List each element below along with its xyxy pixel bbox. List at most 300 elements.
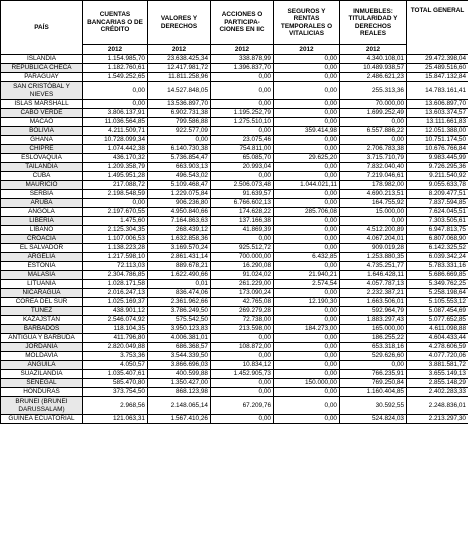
country-cell: EL SALVADOR	[1, 244, 83, 253]
country-cell: MACAO	[1, 118, 83, 127]
value-cell: 4.067.204,01	[340, 235, 407, 244]
value-cell: 0,00	[274, 100, 340, 109]
value-cell: 6.142.325,52	[407, 244, 468, 253]
value-cell: 2.855.148,29	[407, 379, 468, 388]
value-cell: 12.051.388,00	[407, 127, 468, 136]
value-cell: 6.432,85	[274, 253, 340, 262]
value-cell: 2.361.962,66	[148, 298, 211, 307]
value-cell: 16.290,08	[211, 262, 274, 271]
value-cell: 1.107.006,53	[83, 235, 148, 244]
value-cell: 164.755,92	[340, 199, 407, 208]
value-cell: 1.275.510,10	[211, 118, 274, 127]
value-cell: 5.736.854,47	[148, 154, 211, 163]
value-cell: 0,00	[274, 163, 340, 172]
value-cell: 889.678,21	[148, 262, 211, 271]
value-cell: 9.983.445,99	[407, 154, 468, 163]
value-cell: 922.577,09	[148, 127, 211, 136]
value-cell: 217.088,72	[83, 181, 148, 190]
value-cell: 0,00	[211, 235, 274, 244]
table-row	[1, 379, 468, 388]
value-cell: 0,00	[274, 415, 340, 424]
country-cell: ESTONIA	[1, 262, 83, 271]
value-cell: 3.866.696,03	[148, 361, 211, 370]
country-cell: KAZAJSTÁN	[1, 316, 83, 325]
value-cell: 2.402.283,33	[407, 388, 468, 397]
value-cell: 3.786.249,50	[148, 307, 211, 316]
table-row	[1, 136, 468, 145]
country-cell: TAILANDIA	[1, 163, 83, 172]
table-row	[1, 172, 468, 181]
value-cell: 1.549.252,65	[83, 73, 148, 82]
table-row	[1, 190, 468, 199]
country-cell: LIBERIA	[1, 217, 83, 226]
value-cell: 4.057.787,13	[340, 280, 407, 289]
value-cell: 524.824,03	[340, 415, 407, 424]
value-cell: 10.834,12	[211, 361, 274, 370]
value-cell: 13.606.897,70	[407, 100, 468, 109]
value-cell: 0,00	[274, 172, 340, 181]
table-row	[1, 217, 468, 226]
value-cell: 10.489.938,57	[340, 64, 407, 73]
value-cell: 0,00	[211, 82, 274, 100]
value-cell: 3.715.710,79	[340, 154, 407, 163]
value-cell: 7.219.046,61	[340, 172, 407, 181]
country-cell: JORDANIA	[1, 343, 83, 352]
value-cell: 11.036.564,85	[83, 118, 148, 127]
table-row	[1, 208, 468, 217]
value-cell: 0,00	[274, 262, 340, 271]
value-cell: 2.248.836,01	[407, 397, 468, 415]
value-cell: 70.000,00	[340, 100, 407, 109]
value-cell: 0,00	[340, 118, 407, 127]
country-cell: SAN CRISTÓBAL Y NIEVES	[1, 82, 83, 100]
country-cell: MALASIA	[1, 271, 83, 280]
value-cell: 0,00	[211, 127, 274, 136]
value-cell: 14.527.848,05	[148, 82, 211, 100]
value-cell: 0,00	[83, 82, 148, 100]
value-cell: 0,00	[274, 244, 340, 253]
value-cell: 0,00	[211, 388, 274, 397]
value-cell: 1.567.410,26	[148, 415, 211, 424]
value-cell: 1.074.442,38	[83, 145, 148, 154]
value-cell: 15.847.132,84	[407, 73, 468, 82]
country-cell: LITUANIA	[1, 280, 83, 289]
country-cell: ANGUILA	[1, 361, 83, 370]
value-cell: 1.195.252,79	[211, 109, 274, 118]
value-cell: 5.783.331,16	[407, 262, 468, 271]
value-cell: 14.783.161,41	[407, 82, 468, 100]
country-cell: GUINEA ECUATORIAL	[1, 415, 83, 424]
value-cell: 1.699.252,49	[340, 109, 407, 118]
value-cell: 72.113,03	[83, 262, 148, 271]
value-cell: 150.000,00	[274, 379, 340, 388]
value-cell: 10.728.099,34	[83, 136, 148, 145]
value-cell: 3.544.339,50	[148, 352, 211, 361]
value-cell: 2.486.621,23	[340, 73, 407, 82]
value-cell: 9.211.540,92	[407, 172, 468, 181]
table-row	[1, 55, 468, 64]
value-cell: 1.025.169,37	[83, 298, 148, 307]
value-cell: 6.902.731,38	[148, 109, 211, 118]
value-cell: 4.077.720,06	[407, 352, 468, 361]
value-cell: 0,00	[274, 289, 340, 298]
value-cell: 13.603.374,57	[407, 109, 468, 118]
value-cell: 67.209,76	[211, 397, 274, 415]
value-cell: 438.901,12	[83, 307, 148, 316]
value-cell: 178.982,00	[340, 181, 407, 190]
table-row	[1, 334, 468, 343]
country-cell: NICARAGUA	[1, 289, 83, 298]
table-row	[1, 127, 468, 136]
country-cell: ARGELIA	[1, 253, 83, 262]
table-row	[1, 316, 468, 325]
country-cell: CHIPRE	[1, 145, 83, 154]
country-cell: SERBIA	[1, 190, 83, 199]
value-cell: 5.087.454,69	[407, 307, 468, 316]
table-row	[1, 64, 468, 73]
value-cell: 5.349.762,25	[407, 280, 468, 289]
value-cell: 15.000,00	[340, 208, 407, 217]
value-cell: 3.950.123,83	[148, 325, 211, 334]
value-cell: 13.111.661,83	[407, 118, 468, 127]
value-cell: 0,00	[274, 64, 340, 73]
value-cell: 269.279,28	[211, 307, 274, 316]
country-cell: ESLOVAQUIA	[1, 154, 83, 163]
value-cell: 12.417.981,72	[148, 64, 211, 73]
value-cell: 0,00	[274, 388, 340, 397]
value-cell: 436.170,32	[83, 154, 148, 163]
value-cell: 4.050,57	[83, 361, 148, 370]
value-cell: 2.968,56	[83, 397, 148, 415]
value-cell: 41.869,39	[211, 226, 274, 235]
value-cell: 0,00	[274, 316, 340, 325]
country-cell: HONDURAS	[1, 388, 83, 397]
country-cell: BARBADOS	[1, 325, 83, 334]
country-cell: MOLDAVIA	[1, 352, 83, 361]
value-cell: 5.077.652,85	[407, 316, 468, 325]
value-cell: 6.140.730,38	[148, 145, 211, 154]
value-cell: 4.950.840,66	[148, 208, 211, 217]
value-cell: 1.632.858,36	[148, 235, 211, 244]
value-cell: 0,00	[274, 190, 340, 199]
value-cell: 359.414,98	[274, 127, 340, 136]
value-cell: 3.881.581,72	[407, 361, 468, 370]
country-cell: ARUBA	[1, 199, 83, 208]
table-row	[1, 73, 468, 82]
value-cell: 6.039.342,24	[407, 253, 468, 262]
value-cell: 1.663.506,01	[340, 298, 407, 307]
value-cell: 2.546.074,92	[83, 316, 148, 325]
value-cell: 0,00	[274, 217, 340, 226]
table-row	[1, 307, 468, 316]
table-row	[1, 397, 468, 415]
value-cell: 7.837.594,85	[407, 199, 468, 208]
table-row	[1, 370, 468, 379]
value-cell: 0,00	[274, 370, 340, 379]
value-cell: 8.209.477,51	[407, 190, 468, 199]
value-cell: 30.592,55	[340, 397, 407, 415]
value-cell: 25.489.516,60	[407, 64, 468, 73]
value-cell: 592.964,79	[340, 307, 407, 316]
value-cell: 1.182.760,61	[83, 64, 148, 73]
value-cell: 42.765,08	[211, 298, 274, 307]
value-cell: 3.169.570,24	[148, 244, 211, 253]
value-cell: 7.624.045,51	[407, 208, 468, 217]
value-cell: 754.811,00	[211, 145, 274, 154]
col-header-acciones: ACCIONES O PARTICIPA-CIONES EN IIC	[211, 1, 274, 45]
value-cell: 9.726.295,36	[407, 163, 468, 172]
value-cell: 0,00	[211, 100, 274, 109]
value-cell: 5.686.669,85	[407, 271, 468, 280]
value-cell: 1.035.407,61	[83, 370, 148, 379]
col-header-valores: VALORES Y DERECHOS	[148, 1, 211, 45]
value-cell: 137.166,38	[211, 217, 274, 226]
country-cell: CABO VERDE	[1, 109, 83, 118]
value-cell: 9.055.633,78	[407, 181, 468, 190]
value-cell: 0,00	[340, 361, 407, 370]
value-cell: 108.872,00	[211, 343, 274, 352]
value-cell: 909.019,28	[340, 244, 407, 253]
value-cell: 1.229.075,84	[148, 190, 211, 199]
table-row	[1, 415, 468, 424]
year-label: 2012	[148, 45, 211, 55]
value-cell: 700.000,00	[211, 253, 274, 262]
value-cell: 0,00	[274, 145, 340, 154]
value-cell: 23.075,46	[211, 136, 274, 145]
value-cell: 0,00	[274, 136, 340, 145]
value-cell: 925.512,72	[211, 244, 274, 253]
value-cell: 686.368,57	[148, 343, 211, 352]
value-cell: 165.000,00	[340, 325, 407, 334]
value-cell: 1.028.171,58	[83, 280, 148, 289]
value-cell: 4.690.213,51	[340, 190, 407, 199]
value-cell: 121.063,31	[83, 415, 148, 424]
value-cell: 0,00	[211, 172, 274, 181]
table-row	[1, 262, 468, 271]
value-cell: 575.542,50	[148, 316, 211, 325]
value-cell: 0,00	[274, 352, 340, 361]
table-row	[1, 154, 468, 163]
value-cell: 653.318,16	[340, 343, 407, 352]
value-cell: 0,00	[211, 379, 274, 388]
table-row	[1, 100, 468, 109]
value-cell: 868.123,98	[148, 388, 211, 397]
value-cell: 4.006.381,01	[148, 334, 211, 343]
value-cell: 373.754,50	[83, 388, 148, 397]
country-cell: MAURICIO	[1, 181, 83, 190]
value-cell: 0,01	[148, 280, 211, 289]
value-cell: 4.512.200,89	[340, 226, 407, 235]
value-cell: 23.638.425,34	[148, 55, 211, 64]
table-row	[1, 199, 468, 208]
country-cell: TÚNEZ	[1, 307, 83, 316]
value-cell: 1.217.598,10	[83, 253, 148, 262]
table-row	[1, 325, 468, 334]
value-cell: 2.861.431,14	[148, 253, 211, 262]
table-row	[1, 145, 468, 154]
value-cell: 6.807.068,90	[407, 235, 468, 244]
value-cell: 529.626,60	[340, 352, 407, 361]
table-row	[1, 298, 468, 307]
value-cell: 2.232.387,21	[340, 289, 407, 298]
value-cell: 0,00	[274, 235, 340, 244]
value-cell: 0,00	[274, 397, 340, 415]
value-cell: 0,00	[274, 307, 340, 316]
value-cell: 0,00	[340, 217, 407, 226]
value-cell: 20.993,04	[211, 163, 274, 172]
year-label: 2012	[340, 45, 407, 55]
value-cell: 186.255,22	[340, 334, 407, 343]
value-cell: 1.646.428,11	[340, 271, 407, 280]
value-cell: 6.766.602,13	[211, 199, 274, 208]
country-cell: ANTIGUA Y BARBUDA	[1, 334, 83, 343]
value-cell: 91.639,57	[211, 190, 274, 199]
value-cell: 5.109.468,47	[148, 181, 211, 190]
col-header-cuentas: CUENTAS BANCARIAS O DE CRÉDITO	[83, 1, 148, 45]
value-cell: 7.832.040,40	[340, 163, 407, 172]
value-cell: 2.506.073,48	[211, 181, 274, 190]
value-cell: 1.622.490,66	[148, 271, 211, 280]
value-cell: 7.164.863,63	[148, 217, 211, 226]
value-cell: 0,00	[274, 199, 340, 208]
col-header-pais: PAÍS	[1, 1, 83, 55]
value-cell: 21.940,21	[274, 271, 340, 280]
value-cell: 1.138.223,28	[83, 244, 148, 253]
value-cell: 4.604.433,44	[407, 334, 468, 343]
value-cell: 766.235,91	[340, 370, 407, 379]
table-row	[1, 280, 468, 289]
value-cell: 1.883.297,43	[340, 316, 407, 325]
value-cell: 184.273,00	[274, 325, 340, 334]
value-cell: 1.396.837,70	[211, 64, 274, 73]
country-cell: ISLANDIA	[1, 55, 83, 64]
value-cell: 4.278.606,59	[407, 343, 468, 352]
table-row	[1, 244, 468, 253]
table-row	[1, 235, 468, 244]
value-cell: 0,00	[83, 100, 148, 109]
col-header-total: TOTAL GENERAL	[407, 1, 468, 55]
header-row	[1, 1, 468, 45]
value-cell: 2.016.247,13	[83, 289, 148, 298]
value-cell: 0,00	[274, 109, 340, 118]
table-row	[1, 226, 468, 235]
col-header-seguros: SEGUROS Y RENTAS TEMPORALES O VITALICIAS	[274, 1, 340, 45]
value-cell: 338.878,99	[211, 55, 274, 64]
value-cell: 2.148.065,14	[148, 397, 211, 415]
country-cell: REPÚBLICA CHECA	[1, 64, 83, 73]
value-cell: 0,00	[148, 136, 211, 145]
year-label: 2012	[274, 45, 340, 55]
value-cell: 255.313,36	[340, 82, 407, 100]
table-row	[1, 82, 468, 100]
value-cell: 1.160.404,85	[340, 388, 407, 397]
value-cell: 261.229,00	[211, 280, 274, 289]
value-cell: 1.495.951,28	[83, 172, 148, 181]
table-row	[1, 361, 468, 370]
country-cell: COREA DEL SUR	[1, 298, 83, 307]
value-cell: 663.903,13	[148, 163, 211, 172]
value-cell: 0,00	[274, 361, 340, 370]
value-cell: 2.198.548,59	[83, 190, 148, 199]
value-cell: 4.611.098,88	[407, 325, 468, 334]
value-cell: 4.211.509,71	[83, 127, 148, 136]
value-cell: 3.753,36	[83, 352, 148, 361]
country-cell: LÍBANO	[1, 226, 83, 235]
value-cell: 2.706.783,38	[340, 145, 407, 154]
value-cell: 0,00	[274, 334, 340, 343]
value-cell: 10.676.766,84	[407, 145, 468, 154]
value-cell: 496.543,02	[148, 172, 211, 181]
value-cell: 7.303.505,61	[407, 217, 468, 226]
value-cell: 411.796,80	[83, 334, 148, 343]
country-cell: ANGOLA	[1, 208, 83, 217]
year-label: 2012	[211, 45, 274, 55]
value-cell: 1.154.985,70	[83, 55, 148, 64]
value-cell: 585.470,80	[83, 379, 148, 388]
value-cell: 13.536.897,70	[148, 100, 211, 109]
table-row	[1, 388, 468, 397]
value-cell: 0,00	[211, 73, 274, 82]
value-cell: 4.340.108,01	[340, 55, 407, 64]
value-cell: 12.190,30	[274, 298, 340, 307]
value-cell: 1.452.905,73	[211, 370, 274, 379]
value-cell: 1.209.358,79	[83, 163, 148, 172]
value-cell: 5.258.198,64	[407, 289, 468, 298]
value-cell: 2.197.670,55	[83, 208, 148, 217]
value-cell: 268.439,12	[148, 226, 211, 235]
value-cell: 72.738,00	[211, 316, 274, 325]
value-cell: 0,00	[274, 343, 340, 352]
value-cell: 10.751.174,50	[407, 136, 468, 145]
value-cell: 0,00	[340, 136, 407, 145]
country-cell: BRUNEI (BRUNEI DARUSSALAM)	[1, 397, 83, 415]
value-cell: 2.574,54	[274, 280, 340, 289]
value-cell: 1.253.880,35	[340, 253, 407, 262]
value-cell: 29.472.398,04	[407, 55, 468, 64]
table-row	[1, 289, 468, 298]
col-header-inmuebles: INMUEBLES: TITULARIDAD Y DERECHOS REALES	[340, 1, 407, 45]
value-cell: 6.947.813,75	[407, 226, 468, 235]
table-row	[1, 253, 468, 262]
value-cell: 91.024,02	[211, 271, 274, 280]
value-cell: 3.806.137,91	[83, 109, 148, 118]
value-cell: 906.236,80	[148, 199, 211, 208]
value-cell: 2.820.049,88	[83, 343, 148, 352]
table-row	[1, 163, 468, 172]
table-row	[1, 343, 468, 352]
value-cell: 0,00	[211, 334, 274, 343]
value-cell: 0,00	[211, 415, 274, 424]
value-cell: 2.304.786,85	[83, 271, 148, 280]
table-body	[1, 55, 468, 424]
table-row	[1, 118, 468, 127]
country-cell: CUBA	[1, 172, 83, 181]
value-cell: 0,00	[274, 73, 340, 82]
value-cell: 0,00	[274, 82, 340, 100]
value-cell: 0,00	[274, 118, 340, 127]
value-cell: 6.557.886,22	[340, 127, 407, 136]
table-row	[1, 271, 468, 280]
value-cell: 173.090,24	[211, 289, 274, 298]
value-cell: 0,00	[274, 55, 340, 64]
value-cell: 2.213.297,30	[407, 415, 468, 424]
country-cell: ISLAS MARSHALL	[1, 100, 83, 109]
country-cell: BOLIVIA	[1, 127, 83, 136]
value-cell: 213.598,00	[211, 325, 274, 334]
value-cell: 118.104,35	[83, 325, 148, 334]
value-cell: 5.105.553,12	[407, 298, 468, 307]
table-row	[1, 181, 468, 190]
